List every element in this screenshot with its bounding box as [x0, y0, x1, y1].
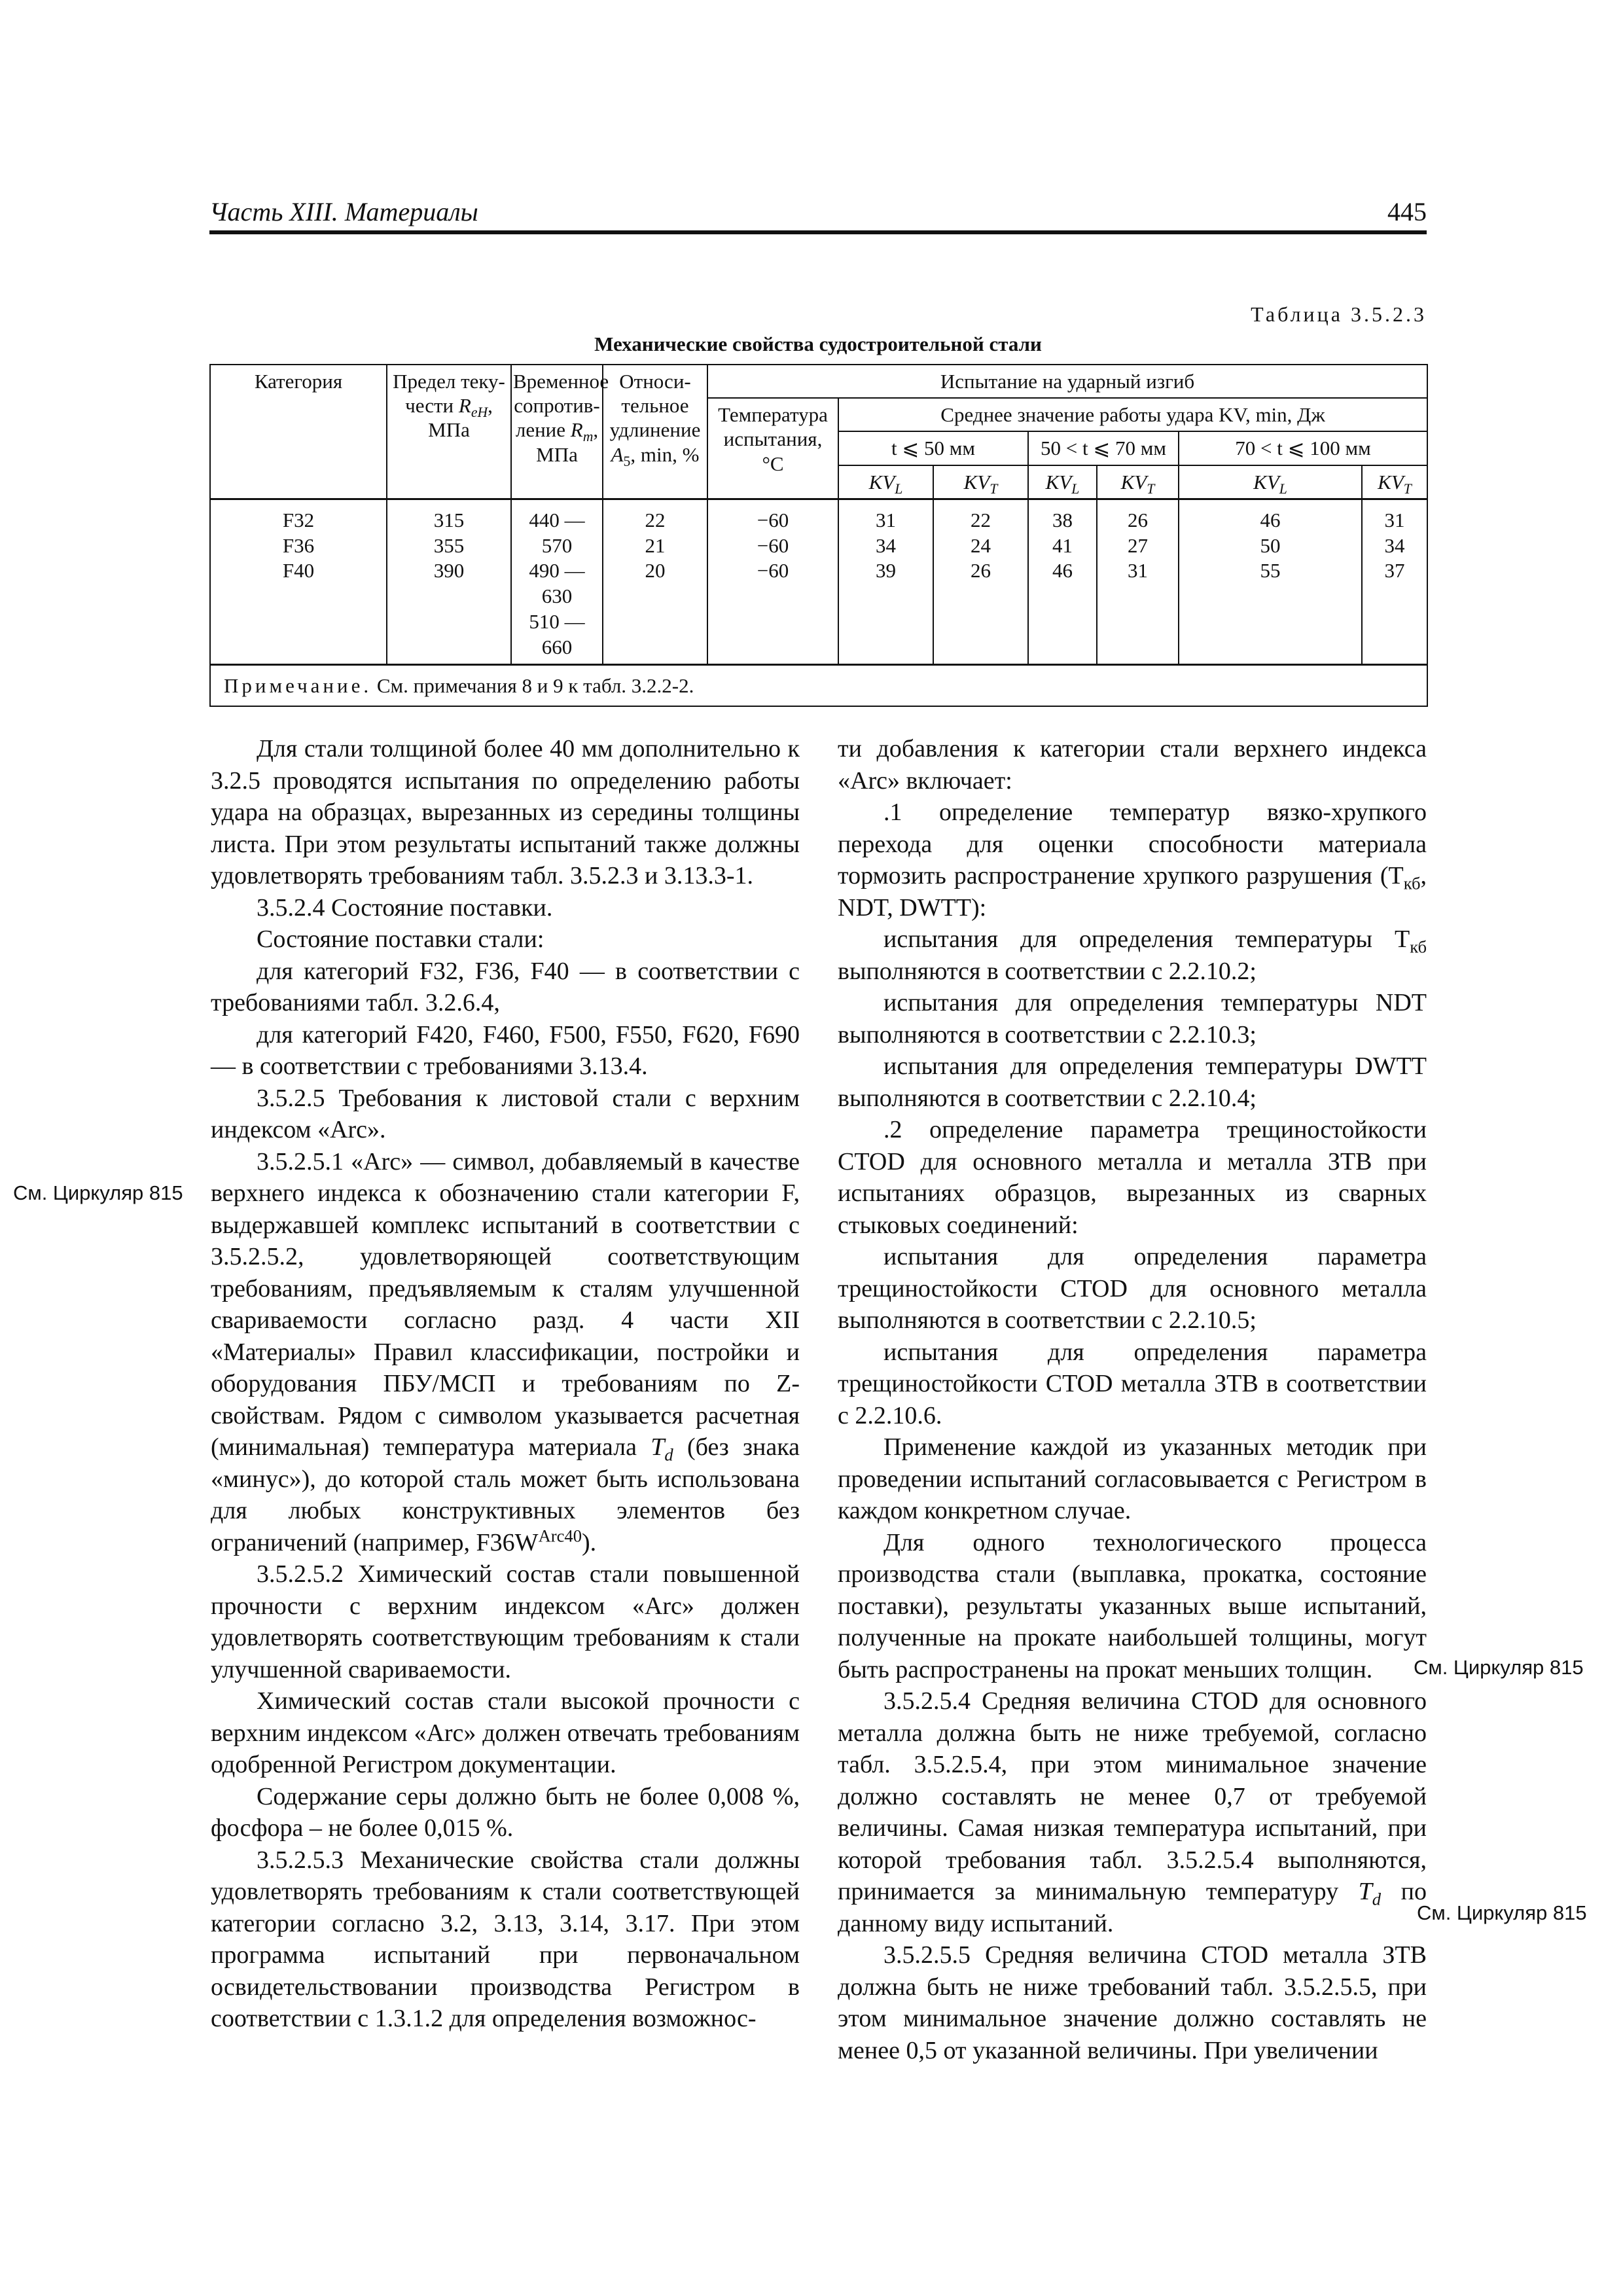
- cell-kvt-1: 22 24 26: [933, 499, 1028, 665]
- right-text-column: [838, 733, 1427, 2066]
- header-kvt-3: $KV_T$: [1362, 465, 1427, 499]
- margin-note-circular[interactable]: См. Циркуляр 815: [1417, 1901, 1587, 1924]
- paragraph: 3.5.2.4 Состояние поставки.: [257, 893, 553, 922]
- cell-kvl-2: 38 41 46: [1028, 499, 1097, 665]
- header-kvl-1: $KV_L$: [838, 465, 933, 499]
- paragraph: испытания для определения температуры NDT выполняются в соответствии с 2.2.10.3;: [838, 989, 1427, 1049]
- paragraph: 3.5.2.5.2 Химический состав стали повышенной прочности с верхним индексом «Arc» должен удовлетворять соответствующим требованиям к стали улучшенной свариваемости.: [211, 1560, 800, 1683]
- paragraph: 3.5.2.5.3 Механические свойства стали должны удовлетворять требованиям к стали соответствующей категории согласно 3.2, 3.13, 3.14, 3.17. При этом программа испытаний при первоначальном освидетельствовании производства Регистром в соответствии с 1.3.1.2 для определения возможнос-: [211, 1846, 800, 2032]
- cell-kvt-3: 31 34 37: [1362, 499, 1427, 665]
- running-header-title: Часть XIII. Материалы: [209, 197, 478, 226]
- paragraph: 3.5.2.5.5 Средняя величина CTOD металла ЗТВ должна быть не ниже требований табл. 3.5.2.5.5, при этом минимальное значение должно составлять не менее 0,5 от указанной величины. При увеличении: [838, 1941, 1427, 2064]
- cell-kvl-3: 46 50 55: [1179, 499, 1362, 665]
- header-impact: Испытание на ударный изгиб: [707, 365, 1427, 398]
- paragraph: 3.5.2.5 Требования к листовой стали с верхним индексом «Arc».: [211, 1084, 800, 1143]
- left-text-column: [211, 733, 800, 2035]
- page-number: 445: [1387, 197, 1427, 226]
- paragraph: Для стали толщиной более 40 мм дополнительно к 3.2.5 проводятся испытания по определению работы удара на образцах, вырезанных из середины толщины листа. При этом результаты испытаний также должны удовлетворять требованиям табл. 3.5.2.3 и 3.13.3-1.: [211, 735, 800, 889]
- paragraph: ти добавления к категории стали верхнего индекса «Arc» включает:: [838, 735, 1427, 795]
- table-note-row: [210, 665, 1427, 707]
- table-header-row-1: [210, 365, 1427, 398]
- paragraph: 3.5.2.5.1 «Arc» — символ, добавляемый в качестве верхнего индекса к обозначению стали категории F, выдержавшей комплекс испытаний в соответствии с 3.5.2.5.2, удовлетворяющей соответствующим требованиям, предъявляемым к сталям улучшенной свариваемости согласно разд. 4 части XII «Материалы» Правил классификации, постройки и оборудования ПБУ/МСП и требованиям по Z-свойствам. Рядом с символом указывается расчетная (минимальная) температура материала $T_d$ (без знака «минус»), до которой сталь может быть использована для любых конструктивных элементов без ограничений (например, $F36W^{Arc40}$).: [211, 1147, 800, 1556]
- margin-note-circular[interactable]: См. Циркуляр 815: [13, 1181, 183, 1204]
- paragraph: 3.5.2.5.4 Средняя величина CTOD для основного металла должна быть не ниже требуемой, согласно табл. 3.5.2.5.4, при этом минимальное значение должно составлять не менее 0,7 от требуемой величины. Самая низкая температура испытаний, при которой требования табл. 3.5.2.5.4 выполняются, принимается за минимальную температуру $T_d$ по данному виду испытаний.: [838, 1687, 1427, 1937]
- paragraph: Для одного технологического процесса производства стали (выплавка, прокатка, состояние поставки), результаты указанных выше испытаний, полученные на прокате наибольшей толщины, могут быть распространены на прокат меньших толщин.: [838, 1528, 1427, 1683]
- paragraph: Химический состав стали высокой прочности с верхним индексом «Arc» должен отвечать требованиям одобренной Регистром документации.: [211, 1687, 800, 1778]
- header-kvt-2: $KV_T$: [1097, 465, 1179, 499]
- header-kvl-2: $KV_L$: [1028, 465, 1097, 499]
- paragraph: Состояние поставки стали:: [257, 925, 544, 953]
- cell-kvt-2: 26 27 31: [1097, 499, 1179, 665]
- header-elongation: Относи- тельное удлинение $A_5$, min, %: [603, 365, 707, 499]
- paragraph: Содержание серы должно быть не более 0,008 %, фосфора – не более 0,015 %.: [211, 1782, 800, 1842]
- header-range-1: t ⩽ 50 мм: [838, 431, 1028, 465]
- header-range-2: 50 < t ⩽ 70 мм: [1028, 431, 1179, 465]
- header-avg-energy: Среднее значение работы удара KV, min, Дж: [838, 398, 1427, 431]
- table-number: Таблица 3.5.2.3: [1251, 302, 1427, 326]
- mechanical-properties-table: [209, 364, 1428, 707]
- header-tensile: Временное сопротив- ление $R_m$, МПа: [511, 365, 603, 499]
- paragraph: .2 определение параметра трещиностойкости CTOD для основного металла и металла ЗТВ при испытаниях образцов, вырезанных из сварных стыковых соединений:: [838, 1116, 1427, 1239]
- cell-elongation: 22 21 20: [603, 499, 707, 665]
- cell-temperature: −60 −60 −60: [707, 499, 838, 665]
- cell-tensile: 440 — 570 490 — 630 510 — 660: [511, 499, 603, 665]
- header-yield: Предел теку- чести $R_{eH}$, МПа: [387, 365, 511, 499]
- cell-yield: 315 355 390: [387, 499, 511, 665]
- table-note: Примечание. См. примечания 8 и 9 к табл. 3.2.2-2.: [210, 665, 1427, 707]
- header-temperature: Температура испытания, °С: [707, 398, 838, 499]
- paragraph: испытания для определения параметра трещиностойкости CTOD для основного металла выполняются в соответствии с 2.2.10.5;: [838, 1243, 1427, 1334]
- header-range-3: 70 < t ⩽ 100 мм: [1179, 431, 1427, 465]
- header-kvt-1: $KV_T$: [933, 465, 1028, 499]
- margin-note-circular[interactable]: См. Циркуляр 815: [1414, 1656, 1584, 1679]
- paragraph: для категорий F32, F36, F40 — в соответствии с требованиями табл. 3.2.6.4,: [211, 957, 800, 1016]
- paragraph: испытания для определения температуры $T_{кб}$ выполняются в соответствии с 2.2.10.2;: [838, 925, 1427, 985]
- header-category: Категория: [210, 365, 387, 499]
- paragraph: для категорий F420, F460, F500, F550, F620, F690 — в соответствии с требованиями 3.13.4.: [211, 1020, 800, 1080]
- paragraph: испытания для определения параметра трещиностойкости CTOD металла ЗТВ в соответствии с 2.2.10.6.: [838, 1338, 1427, 1429]
- table-data-row: [210, 499, 1427, 665]
- paragraph: .1 определение температур вязко-хрупкого перехода для оценки способности материала тормозить распространение хрупкого разрушения ($T_{кб}$, NDT, DWTT):: [838, 798, 1427, 922]
- cell-kvl-1: 31 34 39: [838, 499, 933, 665]
- header-kvl-3: $KV_L$: [1179, 465, 1362, 499]
- cell-category: F32 F36 F40: [210, 499, 387, 665]
- paragraph: Применение каждой из указанных методик при проведении испытаний согласовывается с Регистром в каждом конкретном случае.: [838, 1433, 1427, 1524]
- table-caption: Механические свойства судостроительной стали: [594, 332, 1042, 355]
- paragraph: испытания для определения температуры DWTT выполняются в соответствии с 2.2.10.4;: [838, 1052, 1427, 1112]
- header-rule: [209, 230, 1427, 234]
